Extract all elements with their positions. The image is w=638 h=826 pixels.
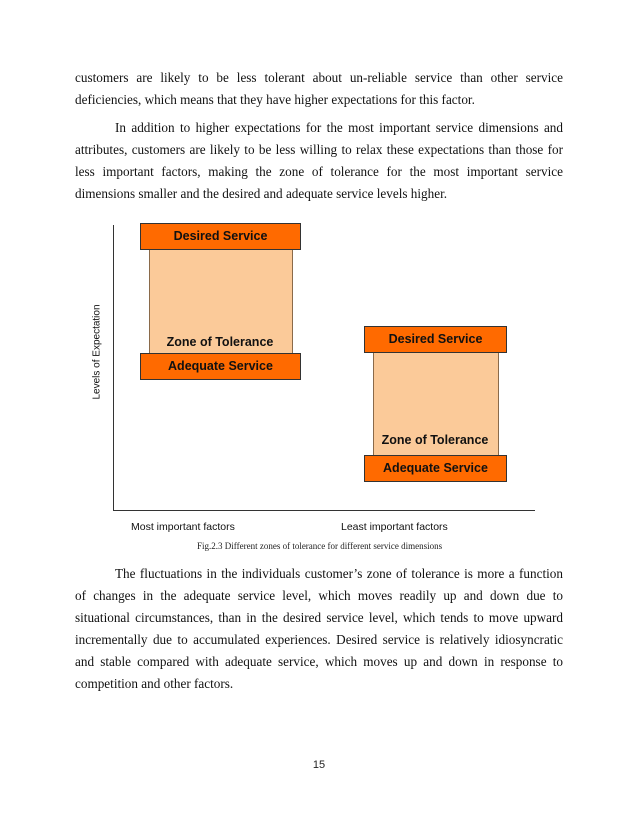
x-label-most-important: Most important factors [131,521,235,533]
zone-label-most-important: Zone of Tolerance [166,335,274,349]
zone-label-least-important: Zone of Tolerance [381,433,489,447]
paragraph-1 [75,67,563,111]
x-label-least-important: Least important factors [341,521,448,533]
adequate-service-box-least-important: Adequate Service [364,455,507,482]
paragraph-1-text: customers are likely to be less tolerant about un-reliable service than other service deficiencies, which means that they have higher expectations for this factor. [75,70,563,107]
paragraph-2 [75,117,563,205]
desired-service-box-least-important: Desired Service [364,326,507,353]
x-axis [113,510,535,511]
figure-caption: Fig.2.3 Different zones of tolerance for different service dimensions [197,541,443,551]
adequate-service-box-most-important: Adequate Service [140,353,301,380]
desired-service-box-most-important: Desired Service [140,223,301,250]
paragraph-3-text: The fluctuations in the individuals customer’s zone of tolerance is more a function of changes in the adequate service level, which moves readily up and down due to situational circumstances, than in the desired service level, which tends to move upward incrementally due to accumulated experiences. Desired service is relatively idiosyncratic and stable compared with adequate service, which moves up and down in response to competition and other factors. [75,566,563,691]
paragraph-3 [75,563,563,695]
page-number: 15 [312,759,326,771]
paragraph-2-text: In addition to higher expectations for the most important service dimensions and attributes, customers are likely to be less willing to relax these expectations than those for less important factors, making the zone of tolerance for the most important service dimensions smaller and the desired and adequate service levels higher. [75,120,563,201]
y-axis [113,225,114,511]
